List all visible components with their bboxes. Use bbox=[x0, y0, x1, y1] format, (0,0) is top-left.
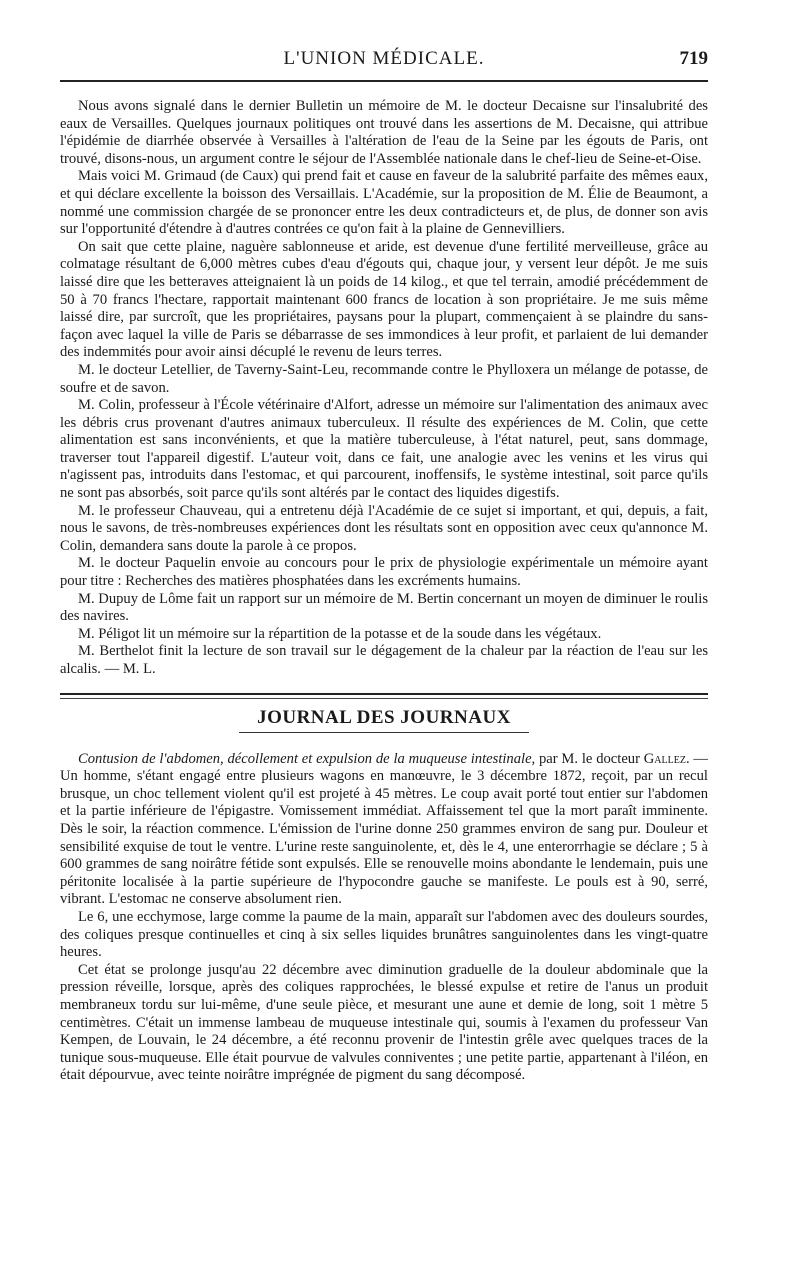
section-rule bbox=[60, 693, 708, 695]
article-first-paragraph bbox=[60, 751, 708, 909]
header-rule bbox=[60, 80, 708, 82]
paragraph: M. Colin, professeur à l'École vétérinaire d'Alfort, adresse un mémoire sur l'alimentation des animaux avec les débris crus provenant d'autres animaux tuberculeux. Il résulte des expériences de M. Colin, que cette alimentation est sans inconvénients, et que la matière tuberculeuse, à l'état naturel, peut, sans dommage, traverser tout l'appareil digestif. L'auteur voit, dans ce fait, une analogie avec les venins et les virus qui n'agissent pas, introduits dans l'estomac, et qui parcourent, inoffensifs, le système intestinal, soit parce qu'ils ne sont pas absorbés, soit parce qu'ils sont altérés par le contact des liquides digestifs. bbox=[60, 397, 708, 502]
journal-article bbox=[60, 751, 708, 1085]
journal-title: L'UNION MÉDICALE. bbox=[283, 48, 485, 69]
article-title: Contusion de l'abdomen, décollement et expulsion de la muqueuse intestinale, bbox=[78, 750, 536, 767]
paragraph: Cet état se prolonge jusqu'au 22 décembre avec diminution graduelle de la douleur abdominale que la pression réveille, lorsque, après des coliques rapprochées, le blessé expulse et retire de l'anus un produit membraneux tordu sur lui-même, d'une seule pièce, et mesurant une aune et demie de long, soit 1 mètre 5 centimètres. C'était un immense lambeau de muqueuse intestinale qui, soumis à l'examen du professeur Van Kempen, de Louvain, le 24 décembre, a été reconnu provenir de l'intestin grêle avec quelques traces de la tunique sous-muqueuse. Elle était pourvue de valvules conniventes ; une petite partie, appartenant à l'iléon, en était dépourvue, avec teinte noirâtre imprégnée de pigment du sang décomposé. bbox=[60, 961, 708, 1084]
paragraph: M. le docteur Letellier, de Taverny-Saint-Leu, recommande contre le Phylloxera un mélange de potasse, de soufre et de savon. bbox=[60, 361, 708, 396]
paragraph: M. le docteur Paquelin envoie au concours pour le prix de physiologie expérimentale un mémoire ayant pour titre : Recherches des matières phosphatées dans les excréments humains. bbox=[60, 555, 708, 590]
page-number: 719 bbox=[679, 48, 708, 69]
section-title: JOURNAL DES JOURNAUX bbox=[257, 706, 511, 728]
page bbox=[60, 36, 708, 1085]
paragraph: M. Dupuy de Lôme fait un rapport sur un mémoire de M. Bertin concernant un moyen de diminuer le roulis des navires. bbox=[60, 590, 708, 625]
running-header bbox=[60, 36, 708, 70]
article-author: Gallez. bbox=[643, 750, 690, 767]
paragraph: M. Péligot lit un mémoire sur la répartition de la potasse et de la soude dans les végétaux. bbox=[78, 625, 602, 642]
article-text: — Un homme, s'étant engagé entre plusieurs wagons en manœuvre, le 3 décembre 1872, reçoit, par un recul brusque, un choc tellement violent qu'il est projeté à 45 mètres. Le coup avait porté tout entier sur l'abdomen et la partie inférieure de l'épigastre. Vomissement immédiat. Affaissement tel que la mort paraît imminente. Dès le soir, la réaction commence. L'émission de l'urine donne 250 grammes environ de sang pur. Douleur et sensibilité exquise de tout le ventre. L'urine reste sanguinolente, et, dès le 4, une enterorrhagie se déclare ; 5 à 600 grammes de sang noirâtre fétide sont expulsés. Elle se renouvelle moins abondante le lendemain, puis une péritonite localisée à la partie supérieure de l'hypocondre gauche se manifeste. Le pouls est à 90, serré, vibrant. L'estomac ne conserve absolument rien. bbox=[60, 750, 709, 908]
author-intro: par M. le docteur bbox=[535, 750, 644, 767]
academy-report bbox=[60, 98, 708, 679]
paragraph: On sait que cette plaine, naguère sablonneuse et aride, est devenue d'une fertilité merveilleuse, grâce au colmatage résultant de 6,000 mètres cubes d'eau d'égouts qui, chaque jour, y versent leur dépôt. Je me suis laissé dire que les betteraves atteignaient là un poids de 14 kilog., et que tel terrain, amodié précédemment de 50 à 70 francs l'hectare, rapportait maintenant 600 francs de location à son propriétaire. Je me suis même laissé dire, par surcroît, que les propriétaires, paysans pour la plupart, commençaient à se plaindre du sans-façon avec laquel la ville de Paris se débarrasse de ses immondices à leur profit, et parlaient de lui demander des indemmités pour avoir ainsi décuplé le revenu de leurs terres. bbox=[60, 238, 708, 361]
paragraph: Nous avons signalé dans le dernier Bulletin un mémoire de M. le docteur Decaisne sur l'insalubrité des eaux de Versailles. Quelques journaux politiques ont trouvé dans les assertions de M. Decaisne, qui attribue l'épidémie de diarrhée observée à Versailles à l'altération de l'eau de la Seine par les égouts de Paris, ont trouvé, disons-nous, un argument contre le séjour de l'Assemblée nationale dans le chef-lieu de Seine-et-Oise. bbox=[60, 98, 708, 167]
paragraph: Mais voici M. Grimaud (de Caux) qui prend fait et cause en faveur de la salubrité parfaite des mêmes eaux, et qui déclare excellente la boisson des Versaillais. L'Académie, sur la proposition de M. Élie de Beaumont, a nommé une commission chargée de se prononcer entre les deux contradicteurs et, de plus, de donner son avis sur l'opportunité d'étendre à d'autres contrées ce qu'on fait à la plaine de Gennevilliers. bbox=[60, 168, 708, 238]
paragraph: M. Berthelot finit la lecture de son travail sur le dégagement de la chaleur par la réaction de l'eau sur les alcalis. — M. L. bbox=[60, 643, 708, 677]
paragraph: Le 6, une ecchymose, large comme la paume de la main, apparaît sur l'abdomen avec des douleurs sourdes, des coliques presque continuelles et cinq à six selles liquides brunâtres sanguinolentes dans les vingt-quatre heures. bbox=[60, 908, 708, 961]
paragraph: M. le professeur Chauveau, qui a entretenu déjà l'Académie de ce sujet si important, et qui, depuis, a fait, nous le savons, de très-nombreuses expériences dont les résultats sont en opposition avec ceux qu'annonce M. Colin, demandera sans doute la parole à ce propos. bbox=[60, 502, 708, 554]
section-rule-thin bbox=[60, 698, 708, 699]
section-title-underline bbox=[239, 732, 529, 733]
